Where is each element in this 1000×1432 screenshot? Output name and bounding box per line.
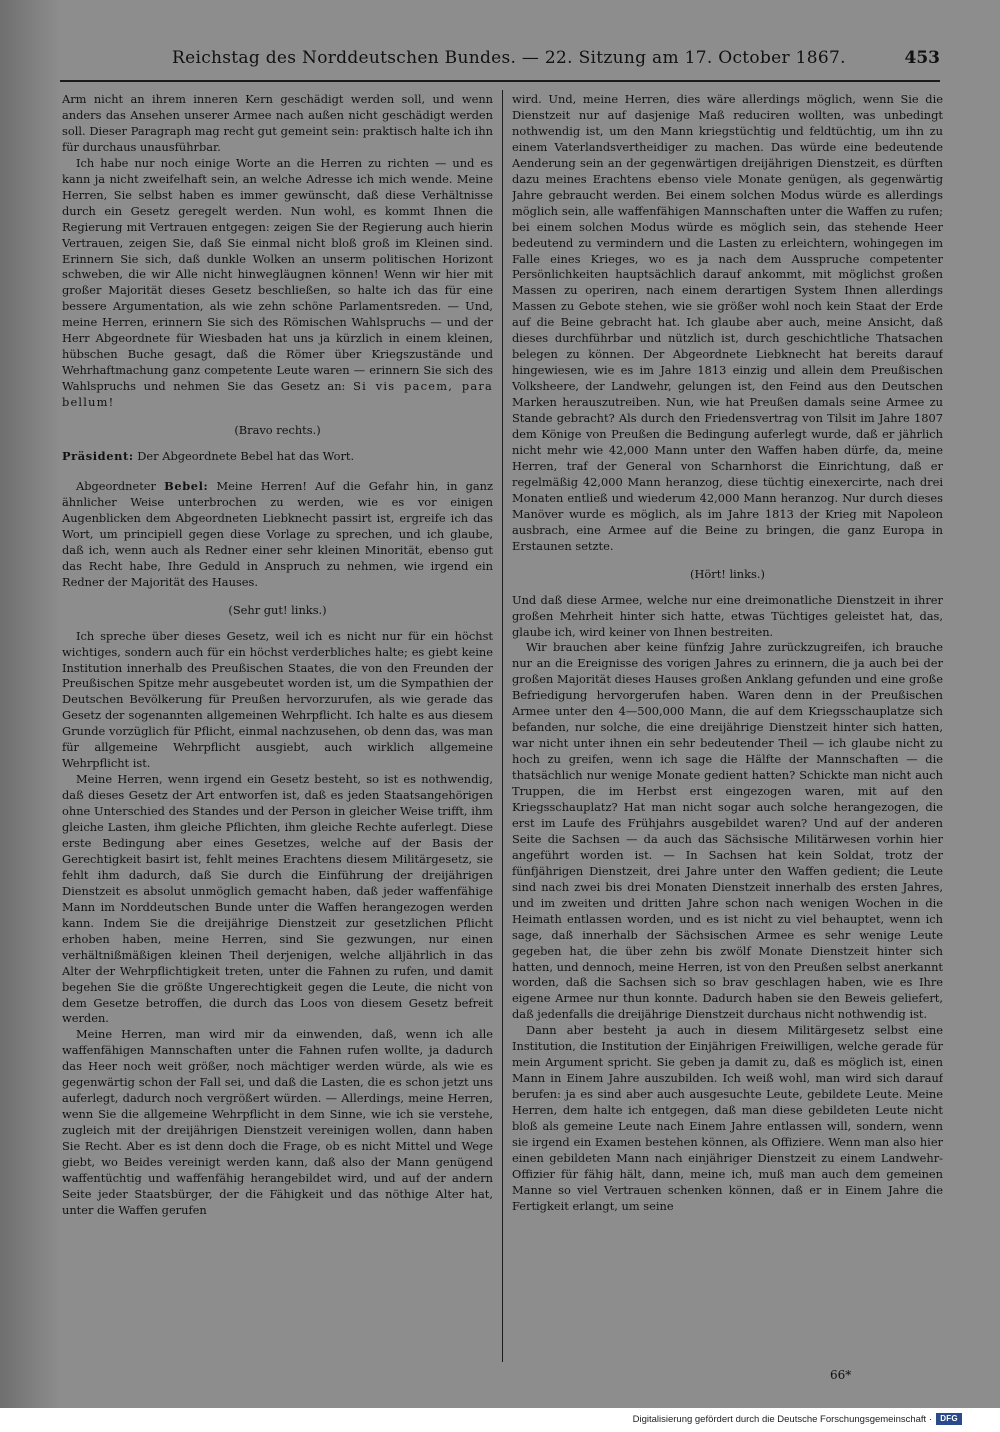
paragraph: Meine Herren, man wird mir da einwenden, daß, wenn ich alle waffenfähigen Mannschaften unter die Fahnen rufen wollte, ja dadurch das Heer noch weit größer, noch mächtiger werden würde, als wie es gegenwärtig schon der Fall sei, und daß die Lasten, die es schon jetzt uns auferlegt, dadurch noch vergrößert würden. — Allerdings, meine Herren, wenn Sie die allgemeine Wehrpflicht in dem Sinne, wie ich sie verstehe, zugleich mit der dreijährigen Dienstzeit vereinigen wollen, dann haben Sie Recht. Aber es ist denn doch die Frage, ob es nicht Mittel und Wege giebt, wo Beides vereinigt werden kann, daß also der Mann genügend waffentüchtig und waffenfähig herangebildet wird, und auf der andern Seite jeder Staatsbürger, der die Fähigkeit und das nöthige Alter hat, unter die Waffen gerufen: [62, 1027, 493, 1217]
paragraph-text: Ich habe nur noch einige Worte an die Herren zu richten — und es kann ja nicht zweifelhaft sein, an welche Adresse ich mich wende. Meine Herren, Sie selbst haben es immer gewünscht, daß diese Verhältnisse durch ein Gesetz geregelt werden. Nun wohl, es kommt Ihnen die Regierung mit Vertrauen entgegen: zeigen Sie der Regierung auch hierin Vertrauen, zeigen Sie, daß Sie einmal nicht bloß groß im Kleinen sind. Erinnern Sie sich, daß dunkle Wolken an unserm politischen Horizont schweben, die wir Alle nicht hinwegläugnen können! Wenn wir hier mit großer Majorität dieses Gesetz beschließen, so halte ich das für eine bessere Argumentation, als wie zehn schöne Parlamentsreden. — Und, meine Herren, erinnern Sie sich des Römischen Wahlspruchs — und der Herr Abgeordnete für Wiesbaden hat uns ja kürzlich in einem kleinen, hübschen Buche gesagt, daß die Römer über Kriegszustände und Wehrhaftmachung ganz competente Leute waren — erinnern Sie sich des Wahlspruchs und nehmen Sie das Gesetz an:: [62, 155, 493, 394]
latin-motto: Si vis pacem, para bellum!: [62, 379, 493, 410]
paragraph-text: Meine Herren! Auf die Gefahr hin, in ganz ähnlicher Weise unterbrochen zu werden, wie es vor einigen Augenblicken dem Abgeordneten Liebknecht passirt ist, ergreife ich das Wort, um principiell gegen diese Vorlage zu sprechen, und ich glaube, daß ich, wenn auch als Redner einer sehr kleinen Minorität, ebenso gut das Recht habe, Ihre Geduld in Anspruch zu nehmen, wie irgend ein Redner der Majorität des Hauses.: [62, 478, 493, 589]
paragraph: Wir brauchen aber keine fünfzig Jahre zurückzugreifen, ich brauche nur an die Ereignisse des vorigen Jahres zu erinnern, die ja auch bei der großen Majorität dieses Hauses großen Anklang gefunden und eine große Befriedigung hervorgerufen haben. Waren denn in der Preußischen Armee unter den 4—500,000 Mann, die auf dem Kriegsschauplatze sich befanden, nur solche, die eine dreijährige Dienstzeit hinter sich hatten, war nicht unter ihnen ein sehr bedeutender Theil — ich glaube nicht zu hoch zu greifen, wenn ich sage die Hälfte der Mannschaften — die thatsächlich nur wenige Monate gedient hatten? Schickte man nicht auch Truppen, die im Herbst erst eingezogen waren, mit auf den Kriegsschauplatz? Hat man nicht sogar auch solche herangezogen, die erst im Laufe des Frühjahrs ausgebildet waren? Und auf der anderen Seite die Sachsen — da auch das Sächsische Militärwesen vorhin hier angeführt worden ist. — In Sachsen hat kein Soldat, trotz der fünfjährigen Dienstzeit, drei Jahre unter den Waffen gedient; die Leute sind nach zwei bis drei Monaten Dienstzeit innerhalb des ersten Jahres, und im zweiten und dritten Jahre schon nach wenigen Wochen in die Heimath entlassen worden, und es ist nicht zu viel behauptet, wenn ich sage, daß innerhalb der Sächsischen Armee es sehr wenige Leute gegeben hat, die über zehn bis zwölf Monate Dienstzeit hinter sich hatten, und dennoch, meine Herren, ist von den Preußen selbst anerkannt worden, daß die Sachsen sich so brav geschlagen haben, wie es Ihre eigene Armee nur thun konnte. Dadurch haben sie den Beweis geliefert, daß jedenfalls die dreijährige Dienstzeit durchaus nicht nothwendig ist.: [512, 640, 943, 1022]
paragraph: Ich spreche über dieses Gesetz, weil ich es nicht nur für ein höchst wichtiges, sondern auch für ein höchst verderbliches halte; es giebt keine Institution innerhalb des Preußischen Staates, die von den Freunden der Preußischen Spitze mehr ausgebeutet worden ist, um die Sympathien der Deutschen Bevölkerung für Preußen hervorzurufen, als wie gerade das Gesetz der sogenannten allgemeinen Wehrpflicht. Ich halte es aus diesem Grunde vorzüglich für Pflicht, einmal nachzusehen, ob denn das, was man für allgemeine Wehrpflicht ausgiebt, auch wirklich allgemeine Wehrpflicht ist.: [62, 628, 493, 771]
speaker-label: Präsident:: [62, 449, 134, 464]
paragraph: Dann aber besteht ja auch in diesem Militärgesetz selbst eine Institution, die Institution der Einjährigen Freiwilligen, welche gerade für mein Argument spricht. Sie geben ja damit zu, daß es möglich ist, einen Mann in Einem Jahre auszubilden. Ich weiß wohl, man wird sich darauf berufen: ja es sind aber auch ausgesuchte Leute, gebildete Leute. Meine Herren, dem halte ich entgegen, daß man diese gebildeten Leute nicht bloß als gemeine Leute nach Einem Jahre entlassen will, sondern, wenn sie irgend ein Examen bestehen können, als Offiziere. Wenn man also hier einen gebildeten Mann nach einjähriger Dienstzeit zu einem Landwehr-Offizier für fähig hält, dann, meine ich, muß man auch dem gemeinen Manne so viel Vertrauen schenken können, daß er in Einem Jahre die Fertigkeit erlangt, um seine: [512, 1023, 943, 1213]
interjection: (Bravo rechts.): [234, 423, 321, 438]
page-number: 453: [904, 48, 940, 68]
right-column: [512, 92, 943, 1332]
paragraph: Und daß diese Armee, welche nur eine dreimonatliche Dienstzeit in ihrer großen Mehrheit hinter sich hatte, etwas Tüchtiges geleistet hat, das, glaube ich, wird keiner von Ihnen bestreiten.: [512, 592, 943, 639]
paragraph-text: Der Abgeordnete Bebel hat das Wort.: [137, 449, 355, 464]
left-column: [62, 92, 493, 1350]
scan-edge-shadow: [0, 0, 60, 1408]
dfg-logo-icon: DFG: [936, 1413, 962, 1425]
paragraph: Arm nicht an ihrem inneren Kern geschädigt werden soll, und wenn anders das Ansehen unserer Armee nach außen nicht geschädigt werden soll. Dieser Paragraph mag recht gut gemeint sein: praktisch halte ich ihn für durchaus unausführbar.: [62, 92, 493, 154]
page-header-title: Reichstag des Norddeutschen Bundes. — 22. Sitzung am 17. October 1867.: [172, 48, 846, 68]
interjection: (Hört! links.): [690, 566, 765, 581]
credit-text: Digitalisierung gefördert durch die Deutsche Forschungsgemeinschaft ·: [632, 1413, 932, 1425]
paragraph: [62, 156, 493, 411]
paragraph: Meine Herren, wenn irgend ein Gesetz besteht, so ist es nothwendig, daß dieses Gesetz der Art entworfen ist, daß es jeden Staatsangehörigen ohne Unterschied des Standes und der Person in gleicher Weise trifft, ihm gleiche Lasten, ihm gleiche Pflichten, ihm gleiche Rechte auferlegt. Diese erste Bedingung aber eines Gesetzes, welche auf der Basis der Gerechtigkeit basirt ist, fehlt meines Erachtens diesem Militärgesetz, sie fehlt ihm dadurch, daß Sie durch die Einführung der dreijährigen Dienstzeit es absolut unmöglich gemacht haben, daß jeder waffenfähige Mann im Norddeutschen Bunde unter die Waffen herangezogen werden kann. Indem Sie die dreijährige Dienstzeit zur gesetzlichen Pflicht erhoben haben, meine Herren, sind Sie gezwungen, nur einen verhältnißmäßigen kleinen Theil derjenigen, welche alljährlich in das Alter der Wehrpflichtigkeit treten, unter die Fahnen zu rufen, und damit begehen Sie die größte Ungerechtigkeit gegen die Leute, die nicht von dem Gesetze betroffen, die durch das Loos von diesem Gesetz befreit werden.: [62, 772, 493, 1026]
column-divider: [502, 90, 503, 1362]
speaker-role: Abgeordneter: [76, 478, 156, 493]
page-header: [60, 44, 940, 82]
paragraph: wird. Und, meine Herren, dies wäre allerdings möglich, wenn Sie die Dienstzeit nur auf dasjenige Maß reduciren wollten, was unbedingt nothwendig ist, um den Mann kriegstüchtig und feldtüchtig, um ihn zu einem Vaterlandsvertheidiger zu machen. Das würde eine bedeutende Aenderung sein an der gegenwärtigen dreijährigen Dienstzeit, es dürften dazu meines Erachtens ebenso viele Monate genügen, als gegenwärtig Jahre gebraucht werden. Bei einem solchen Modus würde es allerdings möglich sein, alle waffenfähigen Mannschaften unter die Waffen zu rufen; bei einem solchen Modus würde es möglich sein, das stehende Heer bedeutend zu vermindern und die Lasten zu erleichtern, wohingegen im Falle eines Krieges, wo es ja nach dem Ausspruche competenter Persönlichkeiten hauptsächlich darauf ankommt, mit möglichst großen Massen zu operiren, nach einem derartigen System Ihnen allerdings Massen zu Gebote stehen, wie sie größer wohl noch kein Staat der Erde auf die Beine gebracht hat. Ich glaube aber auch, meine Ansicht, daß dieses durchführbar und nützlich ist, durch geschichtliche Thatsachen belegen zu können. Der Abgeordnete Liebknecht hat bereits darauf hingewiesen, wie es im Jahre 1813 einzig und allein dem Preußischen Volksheere, der Landwehr, gelungen ist, den Feind aus den Deutschen Marken herauszutreiben. Nun, wie hat Preußen damals seine Armee zu Stande gebracht? Als durch den Friedensvertrag von Tilsit im Jahre 1807 dem Könige von Preußen die Bedingung auferlegt wurde, daß er jährlich nicht mehr wie 42,000 Mann unter den Waffen haben dürfe, da, meine Herren, traf der General von Scharnhorst die Einrichtung, daß er regelmäßig 42,000 Mann heranzog, diese tüchtig einexercirte, nach drei Monaten entließ und wiederum 42,000 Mann heranzog. Nur durch dieses Manöver wurde es möglich, als im Jahre 1813 der Krieg mit Napoleon ausbrach, eine Armee auf die Beine zu bringen, die ganz Europa in Erstaunen setzte.: [512, 92, 943, 553]
interjection: (Sehr gut! links.): [228, 602, 327, 617]
digitization-credit: [633, 1413, 962, 1425]
paragraph: [62, 449, 493, 465]
speaker-label: Bebel:: [164, 478, 209, 493]
sheet-signature: 66*: [830, 1368, 852, 1382]
paragraph: [62, 479, 493, 591]
